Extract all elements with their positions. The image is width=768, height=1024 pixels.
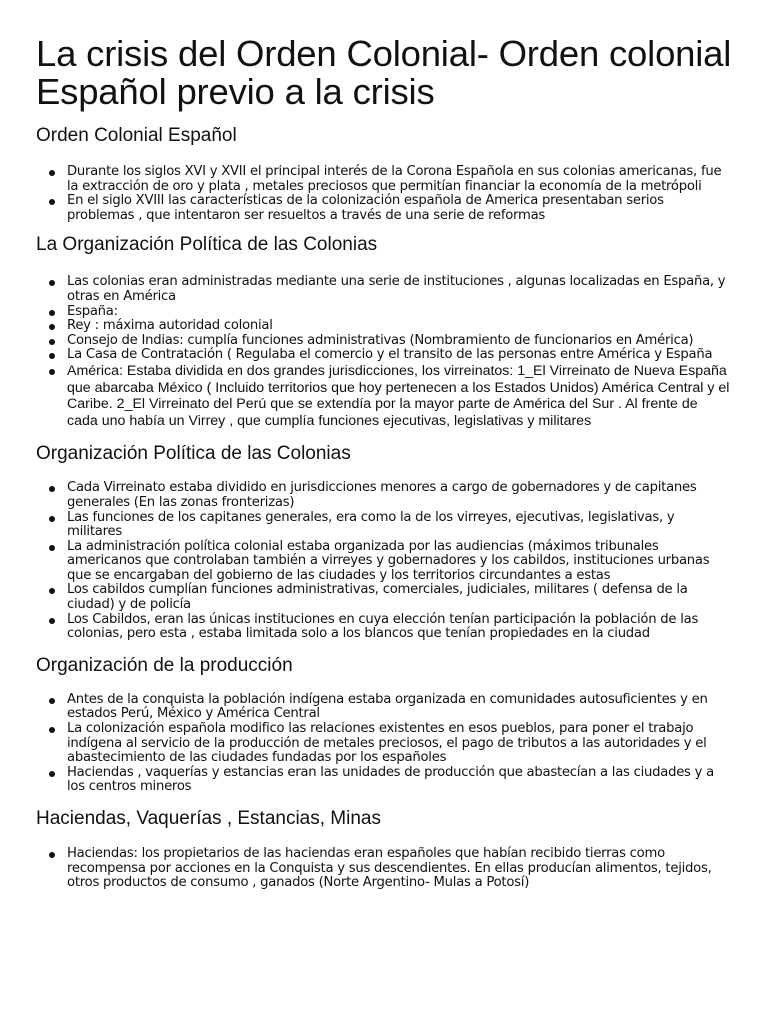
section-organizacion-politica-2	[36, 443, 732, 642]
bullet-list	[36, 481, 732, 642]
bullet-icon	[49, 199, 55, 205]
bullet-icon	[49, 170, 55, 176]
section-haciendas	[36, 808, 732, 891]
bullet-icon	[49, 486, 55, 492]
list-item: En el siglo XVIII las características de la colonización española de America presentaban serios problemas , que intentaron ser resueltos a través de una serie de reformas	[36, 194, 732, 223]
list-item: Haciendas: los propietarios de las haciendas eran españoles que habían recibido tierras como recompensa por acciones en la Conquista y sus descendientes. En ellas producían alimentos, tejidos, otros productos de consumo , ganados (Norte Argentino- Mulas a Potosí)	[36, 847, 732, 891]
bullet-icon	[49, 698, 55, 704]
list-item: Las funciones de los capitanes generales, era como la de los virreyes, ejecutivas, legislativas, y militares	[36, 511, 732, 540]
bullet-icon	[49, 324, 55, 330]
bullet-icon	[49, 339, 55, 345]
list-item: América: Estaba dividida en dos grandes jurisdicciones, los virreinatos: 1_El Virreinato de Nueva España que abarcaba México ( Incluido territorios que hoy pertenecen a los Estados Unidos) América Central y el Caribe. 2_El Virreinato del Perú que se extendía por la mayor parte de América del Sur . Al frente de cada uno había un Virrey , que cumplía funciones ejecutivas, legislativas y militares	[36, 363, 732, 429]
list-item: Rey : máxima autoridad colonial	[36, 319, 732, 334]
section-organizacion-politica	[36, 234, 732, 429]
bullet-icon	[49, 727, 55, 733]
section-heading: Organización Política de las Colonias	[36, 443, 351, 465]
list-item: La administración política colonial estaba organizada por las audiencias (máximos tribunales americanos que controlaban también a virreyes y gobernadores y los cabildos, instituciones urbanas que se encargaban del gobierno de las ciudades y los territorios circundantes a estas	[36, 540, 732, 584]
bullet-list	[36, 275, 732, 429]
section-heading: Organización de la producción	[36, 654, 293, 676]
list-item: La colonización española modifico las relaciones existentes en esos pueblos, para poner el trabajo indígena al servicio de la producción de metales preciosos, el pago de tributos a las autoridades y el abastecimiento de las ciudades fundadas por los españoles	[36, 722, 732, 766]
list-item: España:	[36, 305, 732, 320]
section-heading: Haciendas, Vaquerías , Estancias, Minas	[36, 808, 381, 829]
list-item: La Casa de Contratación ( Regulaba el comercio y el transito de las personas entre América y España	[36, 348, 732, 363]
list-item: Cada Virreinato estaba dividido en jurisdicciones menores a cargo de gobernadores y de capitanes generales (En las zonas fronterizas)	[36, 481, 732, 510]
section-orden-colonial	[36, 125, 732, 223]
bullet-icon	[49, 852, 55, 858]
list-item: Consejo de Indias: cumplía funciones administrativas (Nombramiento de funcionarios en América)	[36, 334, 732, 349]
list-item: Durante los siglos XVI y XVII el principal interés de la Corona Española en sus colonias americanas, fue la extracción de oro y plata , metales preciosos que permitían financiar la economía de la metrópoli	[36, 165, 732, 194]
bullet-icon	[49, 771, 55, 777]
list-item: Haciendas , vaquerías y estancias eran las unidades de producción que abastecían a las ciudades y a los centros mineros	[36, 766, 732, 795]
section-heading: La Organización Política de las Colonias	[36, 234, 378, 256]
bullet-icon	[49, 369, 55, 375]
bullet-icon	[49, 588, 55, 594]
list-item: Las colonias eran administradas mediante una serie de instituciones , algunas localizadas en España, y otras en América	[36, 275, 732, 304]
bullet-icon	[49, 280, 55, 286]
list-item: Los Cabildos, eran las únicas instituciones en cuya elección tenían participación la población de las colonias, pero esta , estaba limitada solo a los blancos que tenían propiedades en la ciudad	[36, 613, 732, 642]
page-title: La crisis del Orden Colonial- Orden colonial Español previo a la crisis	[36, 33, 732, 112]
bullet-list	[36, 847, 732, 891]
section-organizacion-produccion	[36, 655, 732, 795]
bullet-icon	[49, 310, 55, 316]
list-item: Antes de la conquista la población indígena estaba organizada en comunidades autosuficientes y en estados Perú, México y América Central	[36, 693, 732, 722]
bullet-icon	[49, 618, 55, 624]
section-heading: Orden Colonial Español	[36, 125, 237, 146]
bullet-icon	[49, 353, 55, 359]
bullet-list	[36, 165, 732, 223]
list-item: Los cabildos cumplían funciones administrativas, comerciales, judiciales, militares ( defensa de la ciudad) y de policía	[36, 583, 732, 612]
bullet-list	[36, 693, 732, 795]
bullet-icon	[49, 516, 55, 522]
bullet-icon	[49, 545, 55, 551]
